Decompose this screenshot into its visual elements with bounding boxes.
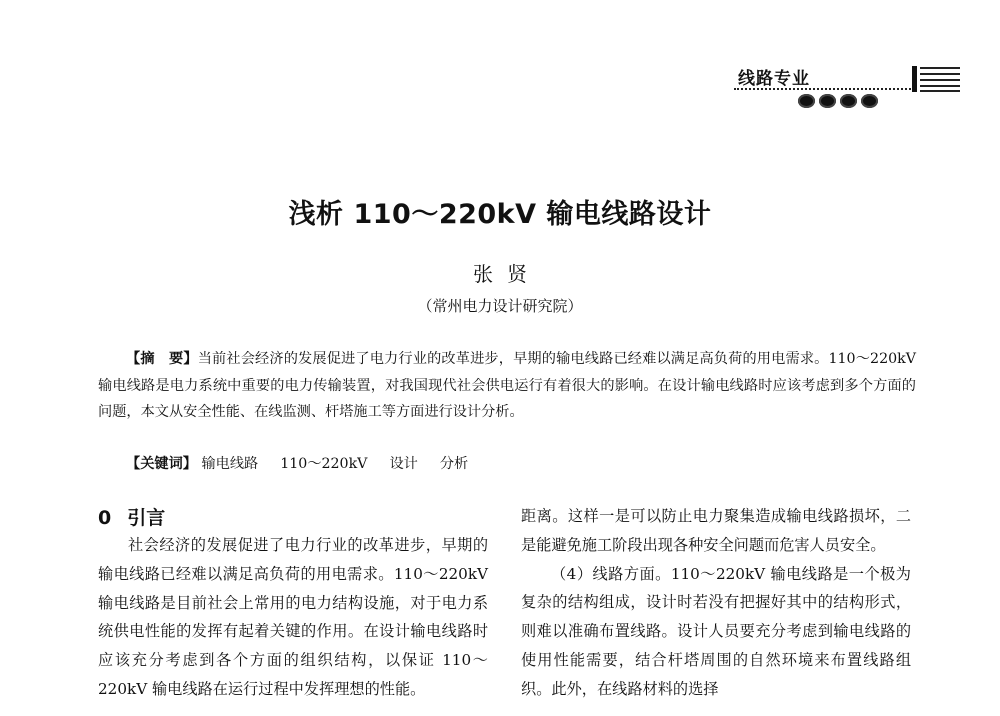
keywords <box>126 451 726 477</box>
ornament-dot <box>798 94 815 108</box>
ornament-dot <box>840 94 857 108</box>
ornament-line <box>920 73 960 75</box>
keyword: 设计 <box>389 456 418 472</box>
abstract-text: 当前社会经济的发展促进了电力行业的改革进步，早期的输电线路已经难以满足高负荷的用电需求。110～220kV 输电线路是电力系统中重要的电力传输装置，对我国现代社会供电运行有着很大的影响。在设计输电线路时应该考虑到多个方面的问题，本文从安全性能、在线监测、杆塔施工等方面进行设计分析。 <box>98 351 916 421</box>
abstract-label: 【摘 要】 <box>126 351 198 367</box>
ornament-dot <box>861 94 878 108</box>
keyword: 分析 <box>439 456 469 472</box>
body-paragraph: 社会经济的发展促进了电力行业的改革进步，早期的输电线路已经难以满足高负荷的用电需求。110～220kV 输电线路是目前社会上常用的电力结构设施，对于电力系统供电性能的发挥有起着关键的作用。在设计输电线路时应该充分考虑到各个方面的组织结构，以保证 110～220kV 输电线路在运行过程中发挥理想的性能。 <box>98 536 488 698</box>
article-affiliation: （常州电力设计研究院） <box>417 297 583 315</box>
section-title: 引言 <box>127 507 166 529</box>
ornament-bar <box>912 66 917 92</box>
ornament-dot <box>819 94 836 108</box>
header-bar-ornament <box>912 66 962 92</box>
article-title: 浅析 110～220kV 输电线路设计 <box>288 199 712 230</box>
section-heading <box>98 503 165 530</box>
journal-section-label: 线路专业 <box>738 69 810 89</box>
body-paragraph: （4）线路方面。110～220kV 输电线路是一个极为复杂的结构组成，设计时若没有把握好其中的结构形式，则难以准确布置线路。设计人员要充分考虑到输电线路的使用性能需要，结合杆塔周围的自然环境来布置线路组织。此外，在线路材料的选择 <box>521 564 911 698</box>
header-dot-ornament <box>798 93 888 109</box>
ornament-line <box>920 67 960 69</box>
section-number: 0 <box>98 507 112 529</box>
abstract <box>98 346 916 426</box>
right-column <box>521 502 911 704</box>
keywords-label: 【关键词】 <box>126 456 197 472</box>
keyword: 输电线路 <box>201 456 259 472</box>
ornament-line <box>920 85 960 87</box>
ornament-line <box>920 79 960 81</box>
keyword: 110～220kV <box>280 456 368 472</box>
left-column <box>98 531 488 704</box>
article-author: 张贤 <box>473 262 541 286</box>
body-paragraph: 距离。这样一是可以防止电力聚集造成输电线路损坏，二是能避免施工阶段出现各种安全问题而危害人员安全。 <box>521 507 911 554</box>
ornament-line <box>920 90 960 92</box>
header-dotted-rule <box>734 88 914 90</box>
